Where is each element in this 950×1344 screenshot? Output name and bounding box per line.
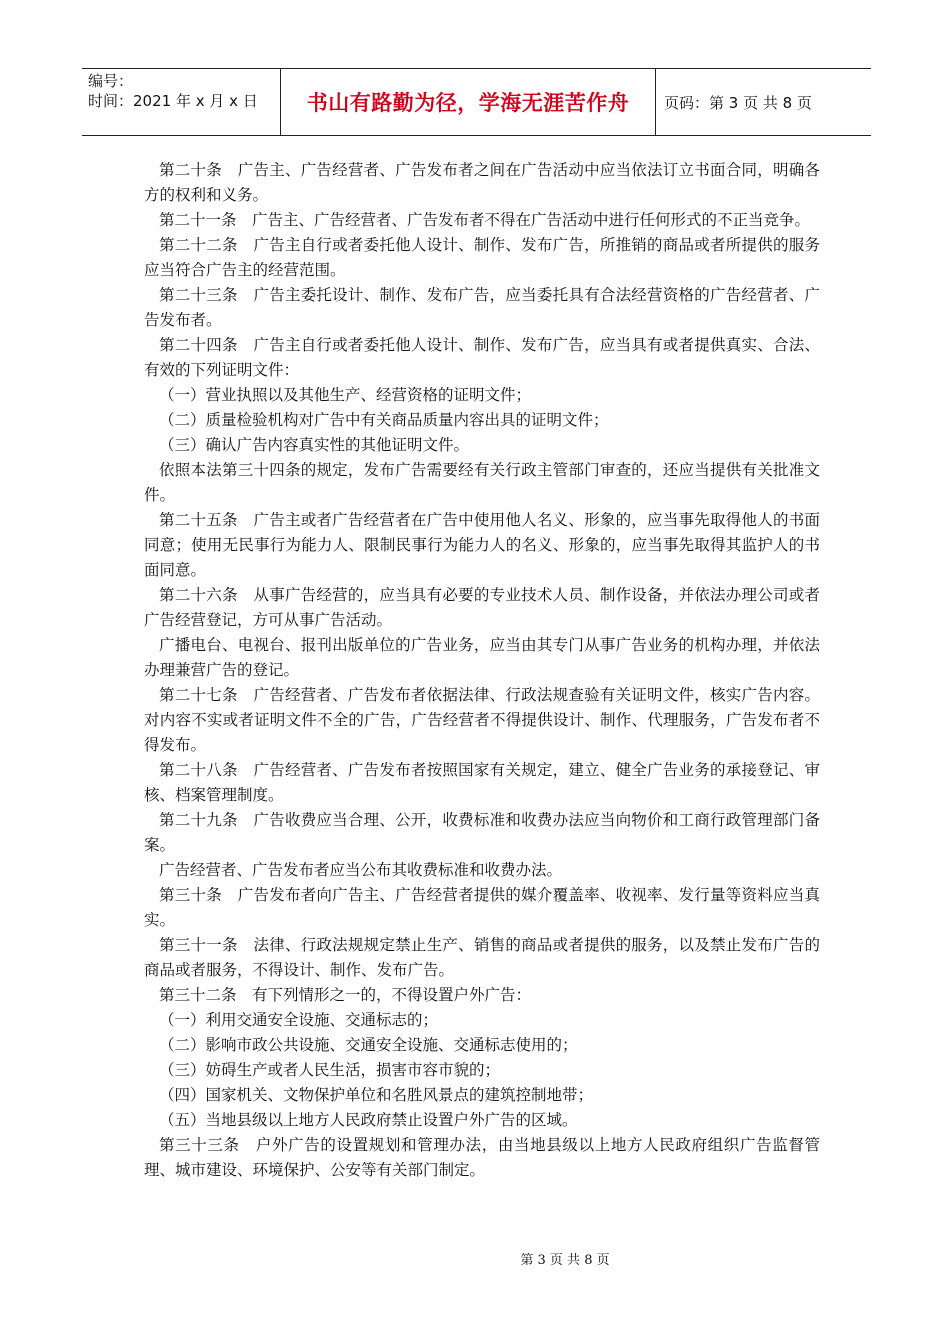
paragraph: 第二十九条 广告收费应当合理、公开，收费标准和收费办法应当向物价和工商行政管理部门备案。 (144, 811, 820, 854)
paragraph: 第三十条 广告发布者向广告主、广告经营者提供的媒介覆盖率、收视率、发行量等资料应当真实。 (144, 886, 820, 929)
paragraph: 第二十八条 广告经营者、广告发布者按照国家有关规定，建立、健全广告业务的承接登记、审核、档案管理制度。 (144, 761, 820, 804)
list-item: （三）确认广告内容真实性的其他证明文件。 (159, 436, 470, 454)
paragraph: 第二十二条 广告主自行或者委托他人设计、制作、发布广告，所推销的商品或者所提供的服务应当符合广告主的经营范围。 (144, 236, 820, 279)
paragraph: 广播电台、电视台、报刊出版单位的广告业务，应当由其专门从事广告业务的机构办理，并依法办理兼营广告的登记。 (144, 636, 820, 679)
document-header (82, 68, 871, 136)
paragraph: 第三十一条 法律、行政法规规定禁止生产、销售的商品或者提供的服务，以及禁止发布广告的商品或者服务，不得设计、制作、发布广告。 (144, 936, 820, 979)
document-date-label: 时间：2021 年 x 月 x 日 (88, 92, 258, 110)
paragraph: 依照本法第三十四条的规定，发布广告需要经有关行政主管部门审查的，还应当提供有关批准文件。 (144, 461, 820, 504)
paragraph: 第二十六条 从事广告经营的，应当具有必要的专业技术人员、制作设备，并依法办理公司或者广告经营登记，方可从事广告活动。 (144, 586, 820, 629)
header-slogan: 书山有路勤为径，学海无涯苦作舟 (281, 69, 656, 135)
list-item: （三）妨碍生产或者人民生活，损害市容市貌的； (159, 1061, 501, 1079)
paragraph: 第二十一条 广告主、广告经营者、广告发布者不得在广告活动中进行任何形式的不正当竞争。 (159, 211, 811, 229)
paragraph: 第二十条 广告主、广告经营者、广告发布者之间在广告活动中应当依法订立书面合同，明确各方的权利和义务。 (144, 161, 820, 204)
paragraph: 广告经营者、广告发布者应当公布其收费标准和收费办法。 (159, 861, 563, 879)
header-page-info: 页码：第 3 页 共 8 页 (664, 93, 812, 112)
paragraph: 第三十二条 有下列情形之一的，不得设置户外广告： (159, 986, 532, 1004)
document-number-label: 编号： (88, 72, 134, 90)
list-item: （一）利用交通安全设施、交通标志的； (159, 1011, 439, 1029)
document-body (144, 158, 820, 1183)
list-item: （五）当地县级以上地方人民政府禁止设置户外广告的区域。 (159, 1111, 578, 1129)
list-item: （二）质量检验机构对广告中有关商品质量内容出具的证明文件； (159, 411, 609, 429)
paragraph: 第三十三条 户外广告的设置规划和管理办法，由当地县级以上地方人民政府组织广告监督管理、城市建设、环境保护、公安等有关部门制定。 (144, 1136, 820, 1179)
paragraph: 第二十七条 广告经营者、广告发布者依据法律、行政法规查验有关证明文件，核实广告内容。对内容不实或者证明文件不全的广告，广告经营者不得提供设计、制作、代理服务，广告发布者不得发布。 (144, 686, 820, 754)
paragraph: 第二十五条 广告主或者广告经营者在广告中使用他人名义、形象的，应当事先取得他人的书面同意；使用无民事行为能力人、限制民事行为能力人的名义、形象的，应当事先取得其监护人的书面同意。 (144, 511, 820, 579)
paragraph: 第二十四条 广告主自行或者委托他人设计、制作、发布广告，应当具有或者提供真实、合法、有效的下列证明文件： (144, 336, 820, 379)
list-item: （四）国家机关、文物保护单位和名胜风景点的建筑控制地带； (159, 1086, 594, 1104)
header-meta-cell (82, 69, 281, 135)
list-item: （一）营业执照以及其他生产、经营资格的证明文件； (159, 386, 532, 404)
page-footer: 第 3 页 共 8 页 (520, 1253, 610, 1268)
paragraph: 第二十三条 广告主委托设计、制作、发布广告，应当委托具有合法经营资格的广告经营者、广告发布者。 (144, 286, 820, 329)
list-item: （二）影响市政公共设施、交通安全设施、交通标志使用的； (159, 1036, 578, 1054)
